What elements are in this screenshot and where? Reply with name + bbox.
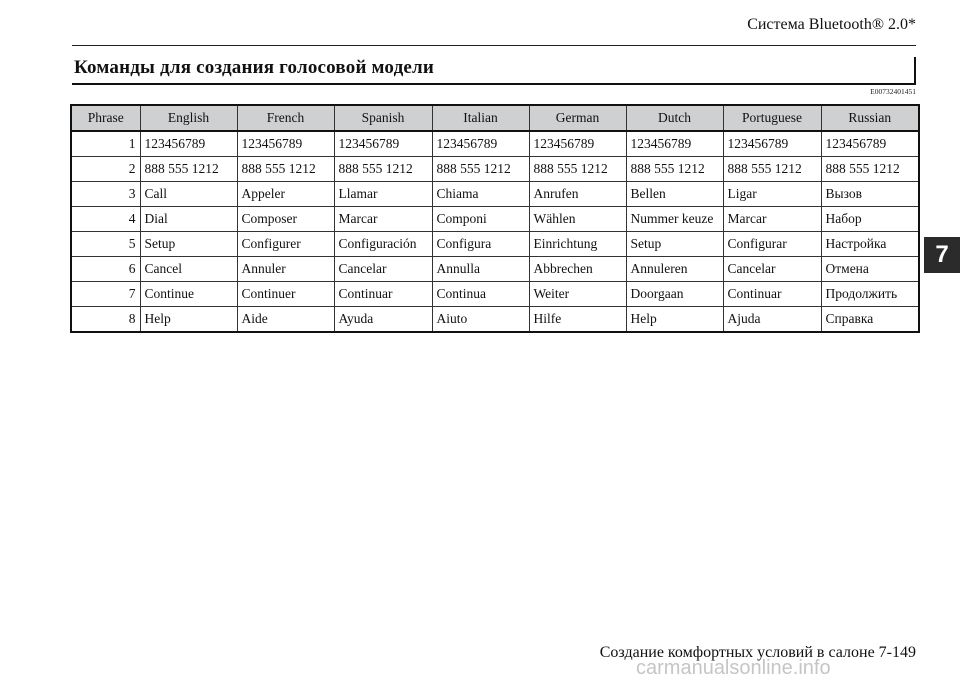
table-cell: Nummer keuze xyxy=(626,207,723,232)
table-cell: 888 555 1212 xyxy=(432,157,529,182)
table-cell: 888 555 1212 xyxy=(140,157,237,182)
table-cell: Continuar xyxy=(334,282,432,307)
table-cell: Dial xyxy=(140,207,237,232)
table-row xyxy=(71,282,919,307)
table-cell: 8 xyxy=(71,307,140,333)
table-row xyxy=(71,257,919,282)
table-cell: Configura xyxy=(432,232,529,257)
table-cell: Справка xyxy=(821,307,919,333)
table-cell: Appeler xyxy=(237,182,334,207)
table-cell: Continua xyxy=(432,282,529,307)
table-cell: 123456789 xyxy=(529,131,626,157)
table-cell: 5 xyxy=(71,232,140,257)
column-header: Spanish xyxy=(334,105,432,131)
table-cell: Annuler xyxy=(237,257,334,282)
table-cell: Configurar xyxy=(723,232,821,257)
table-cell: 888 555 1212 xyxy=(529,157,626,182)
table-cell: Help xyxy=(626,307,723,333)
document-code: E00732401451 xyxy=(870,87,916,96)
chapter-tab: 7 xyxy=(924,237,960,273)
table-cell: Doorgaan xyxy=(626,282,723,307)
section-heading: Команды для создания голосовой модели xyxy=(74,57,435,78)
table-cell: 123456789 xyxy=(237,131,334,157)
page-header-title: Система Bluetooth® 2.0* xyxy=(747,16,916,33)
table-cell: Einrichtung xyxy=(529,232,626,257)
table-cell: Hilfe xyxy=(529,307,626,333)
table-cell: Продолжить xyxy=(821,282,919,307)
table-cell: Call xyxy=(140,182,237,207)
table-cell: Bellen xyxy=(626,182,723,207)
table-cell: 123456789 xyxy=(334,131,432,157)
table-cell: 1 xyxy=(71,131,140,157)
table-cell: 123456789 xyxy=(140,131,237,157)
table-cell: Ligar xyxy=(723,182,821,207)
table-cell: Annulla xyxy=(432,257,529,282)
table-cell: 123456789 xyxy=(821,131,919,157)
table-cell: 7 xyxy=(71,282,140,307)
table-cell: Marcar xyxy=(723,207,821,232)
table-cell: Continue xyxy=(140,282,237,307)
table-cell: Настройка xyxy=(821,232,919,257)
table-cell: Setup xyxy=(140,232,237,257)
table-cell: Llamar xyxy=(334,182,432,207)
table-cell: 123456789 xyxy=(626,131,723,157)
table-header-row xyxy=(71,105,919,131)
table-cell: 6 xyxy=(71,257,140,282)
table-cell: Набор xyxy=(821,207,919,232)
table-cell: Aiuto xyxy=(432,307,529,333)
table-cell: Cancelar xyxy=(723,257,821,282)
table-cell: 888 555 1212 xyxy=(237,157,334,182)
table-cell: Wählen xyxy=(529,207,626,232)
table-cell: 888 555 1212 xyxy=(626,157,723,182)
table-cell: Help xyxy=(140,307,237,333)
table-row xyxy=(71,182,919,207)
column-header: Dutch xyxy=(626,105,723,131)
table-cell: Composer xyxy=(237,207,334,232)
table-cell: 123456789 xyxy=(723,131,821,157)
table-cell: Chiama xyxy=(432,182,529,207)
table-row xyxy=(71,207,919,232)
table-cell: Отмена xyxy=(821,257,919,282)
table-cell: Configuración xyxy=(334,232,432,257)
table-row xyxy=(71,131,919,157)
watermark: carmanualsonline.info xyxy=(636,657,831,679)
column-header: French xyxy=(237,105,334,131)
table-cell: Abbrechen xyxy=(529,257,626,282)
column-header: English xyxy=(140,105,237,131)
header-divider xyxy=(72,45,916,46)
table-cell: Annuleren xyxy=(626,257,723,282)
column-header: Portuguese xyxy=(723,105,821,131)
table-cell: Aide xyxy=(237,307,334,333)
voice-commands-table xyxy=(70,104,920,333)
page-footer: Создание комфортных условий в салоне 7-149 xyxy=(599,644,916,661)
table-cell: Marcar xyxy=(334,207,432,232)
table-cell: 2 xyxy=(71,157,140,182)
table-cell: Cancelar xyxy=(334,257,432,282)
column-header: German xyxy=(529,105,626,131)
table-cell: Componi xyxy=(432,207,529,232)
table-row xyxy=(71,157,919,182)
table-cell: Ayuda xyxy=(334,307,432,333)
table-cell: Continuer xyxy=(237,282,334,307)
table-row xyxy=(71,232,919,257)
section-heading-box xyxy=(72,57,916,85)
table-cell: Anrufen xyxy=(529,182,626,207)
table-cell: 888 555 1212 xyxy=(723,157,821,182)
table-cell: Ajuda xyxy=(723,307,821,333)
table-cell: Configurer xyxy=(237,232,334,257)
table-cell: 3 xyxy=(71,182,140,207)
table-cell: Weiter xyxy=(529,282,626,307)
table-cell: 888 555 1212 xyxy=(821,157,919,182)
table-cell: Setup xyxy=(626,232,723,257)
column-header: Italian xyxy=(432,105,529,131)
table-cell: 888 555 1212 xyxy=(334,157,432,182)
table-cell: 123456789 xyxy=(432,131,529,157)
table-row xyxy=(71,307,919,333)
table-cell: 4 xyxy=(71,207,140,232)
table-cell: Вызов xyxy=(821,182,919,207)
column-header: Phrase xyxy=(71,105,140,131)
column-header: Russian xyxy=(821,105,919,131)
table-cell: Cancel xyxy=(140,257,237,282)
table-cell: Continuar xyxy=(723,282,821,307)
